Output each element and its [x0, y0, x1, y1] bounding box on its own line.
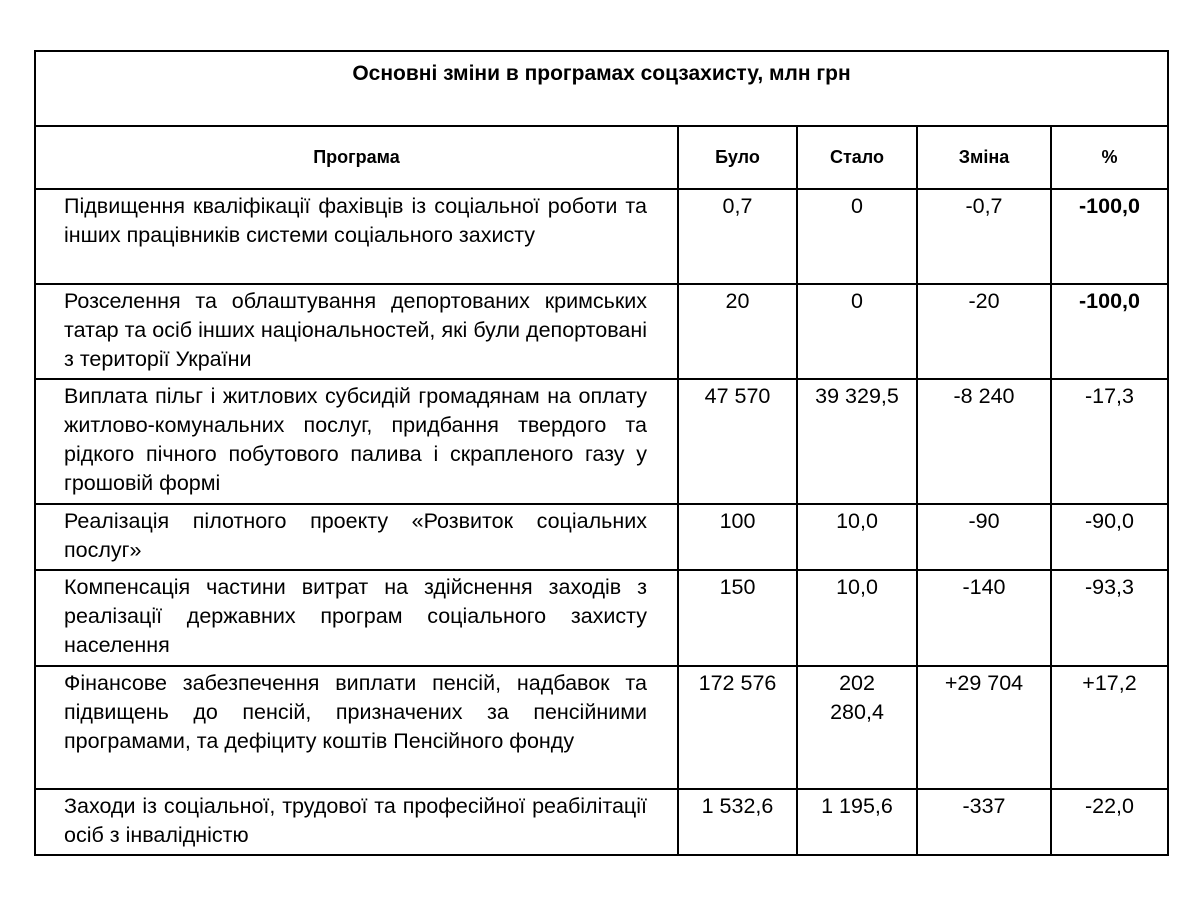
before-cell: 172 576 — [678, 666, 797, 789]
column-header-after: Стало — [797, 126, 917, 189]
after-cell: 1 195,6 — [797, 789, 917, 855]
percent-cell: -100,0 — [1051, 284, 1168, 379]
before-cell: 47 570 — [678, 379, 797, 504]
program-cell: Фінансове забезпечення виплати пенсій, надбавок та підвищень до пенсій, призначених за пенсійними програмами, та дефіциту коштів Пенсійного фонду — [35, 666, 678, 789]
program-cell: Виплата пільг і житлових субсидій громадянам на оплату житлово-комунальних послуг, придбання твердого та рідкого пічного побутового палива і скрапленого газу у грошовій формі — [35, 379, 678, 504]
percent-cell: +17,2 — [1051, 666, 1168, 789]
change-cell: +29 704 — [917, 666, 1051, 789]
after-cell: 39 329,5 — [797, 379, 917, 504]
table-row — [35, 570, 1168, 666]
table-row — [35, 789, 1168, 855]
percent-cell: -90,0 — [1051, 504, 1168, 570]
table-row — [35, 284, 1168, 379]
table-title: Основні зміни в програмах соцзахисту, млн грн — [35, 51, 1168, 126]
column-header-change: Зміна — [917, 126, 1051, 189]
program-cell: Розселення та облаштування депортованих кримських татар та осіб інших національностей, які були депортовані з території України — [35, 284, 678, 379]
table-row — [35, 504, 1168, 570]
table-row — [35, 379, 1168, 504]
before-cell: 1 532,6 — [678, 789, 797, 855]
after-cell: 0 — [797, 189, 917, 284]
after-cell: 202 280,4 — [797, 666, 917, 789]
program-cell: Реалізація пілотного проекту «Розвиток соціальних послуг» — [35, 504, 678, 570]
after-cell: 0 — [797, 284, 917, 379]
after-cell: 10,0 — [797, 570, 917, 666]
change-cell: -140 — [917, 570, 1051, 666]
column-header-before: Було — [678, 126, 797, 189]
percent-cell: -22,0 — [1051, 789, 1168, 855]
column-header-percent: % — [1051, 126, 1168, 189]
change-cell: -0,7 — [917, 189, 1051, 284]
change-cell: -90 — [917, 504, 1051, 570]
program-cell: Підвищення кваліфікації фахівців із соціальної роботи та інших працівників системи соціального захисту — [35, 189, 678, 284]
before-cell: 0,7 — [678, 189, 797, 284]
social-programs-table — [34, 50, 1169, 856]
percent-cell: -93,3 — [1051, 570, 1168, 666]
header-row — [35, 126, 1168, 189]
change-cell: -337 — [917, 789, 1051, 855]
change-cell: -8 240 — [917, 379, 1051, 504]
title-row — [35, 51, 1168, 126]
table-row — [35, 189, 1168, 284]
after-cell: 10,0 — [797, 504, 917, 570]
table-row — [35, 666, 1168, 789]
table-body — [35, 189, 1168, 855]
change-cell: -20 — [917, 284, 1051, 379]
column-header-program: Програма — [35, 126, 678, 189]
percent-cell: -17,3 — [1051, 379, 1168, 504]
program-cell: Заходи із соціальної, трудової та професійної реабілітації осіб з інвалідністю — [35, 789, 678, 855]
before-cell: 20 — [678, 284, 797, 379]
percent-cell: -100,0 — [1051, 189, 1168, 284]
program-cell: Компенсація частини витрат на здійснення заходів з реалізації державних програм соціального захисту населення — [35, 570, 678, 666]
before-cell: 150 — [678, 570, 797, 666]
before-cell: 100 — [678, 504, 797, 570]
